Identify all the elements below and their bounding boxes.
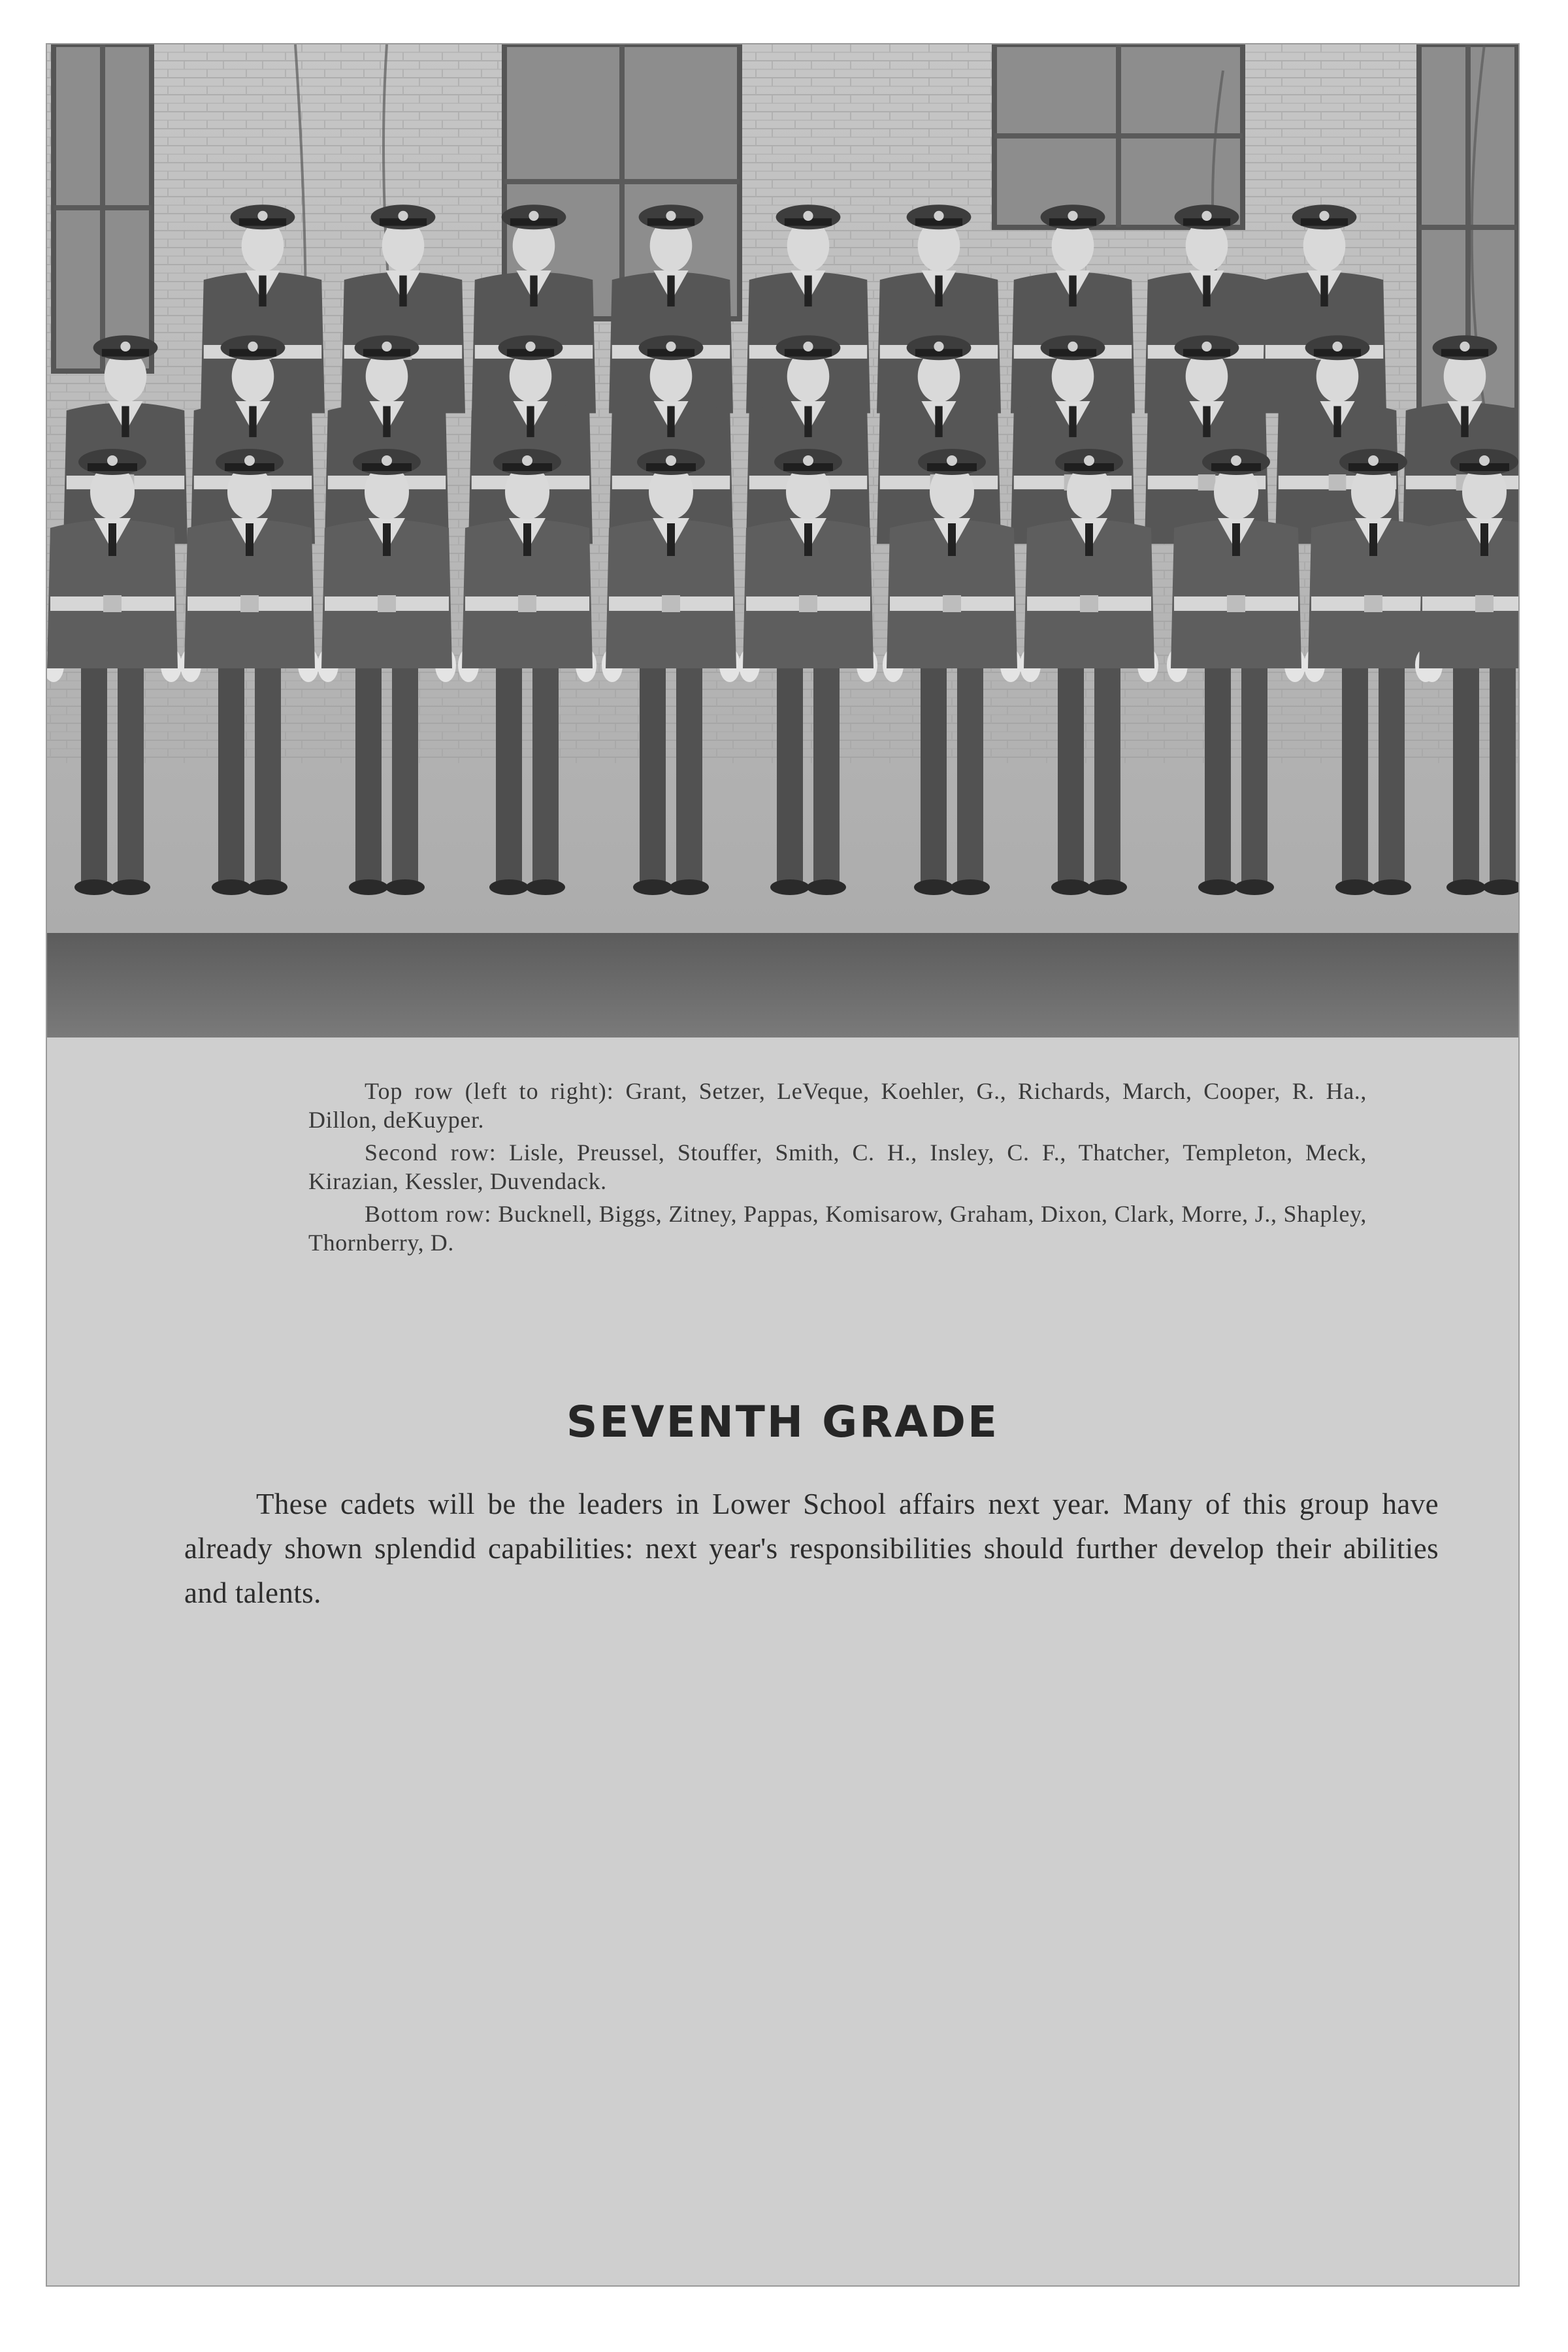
bottom-row-label: Bottom row: [365, 1201, 492, 1227]
second-row-label: Second row: [365, 1139, 497, 1166]
caption-second-row [308, 1138, 1367, 1196]
page-heading: SEVENTH GRADE [566, 1397, 1000, 1447]
photo-caption [308, 1077, 1367, 1261]
caption-top-row [308, 1077, 1367, 1134]
group-photo-image [47, 44, 1520, 1037]
body-text: These cadets will be the leaders in Lower School affairs next year. Many of this group have already shown splendid capabilities: next year's responsibilities should further develop their abilities and talents. [184, 1488, 1439, 1609]
group-photo [47, 44, 1520, 1037]
top-row-label: Top row (left to right): [365, 1078, 614, 1104]
yearbook-page [46, 43, 1520, 2287]
caption-bottom-row [308, 1200, 1367, 1257]
top-row-names: Grant, Setzer, LeVeque, Koehler, G., Richards, March, Cooper, R. Ha., Dillon, deKuyper. [308, 1078, 1367, 1133]
second-row-names: Lisle, Preussel, Stouffer, Smith, C. H., Insley, C. F., Thatcher, Templeton, Meck, Kirazian, Kessler, Duvendack. [308, 1139, 1367, 1194]
body-paragraph [184, 1482, 1439, 1615]
bottom-row-names: Bucknell, Biggs, Zitney, Pappas, Komisarow, Graham, Dixon, Clark, Morre, J., Shapley, Thornberry, D. [308, 1201, 1367, 1256]
